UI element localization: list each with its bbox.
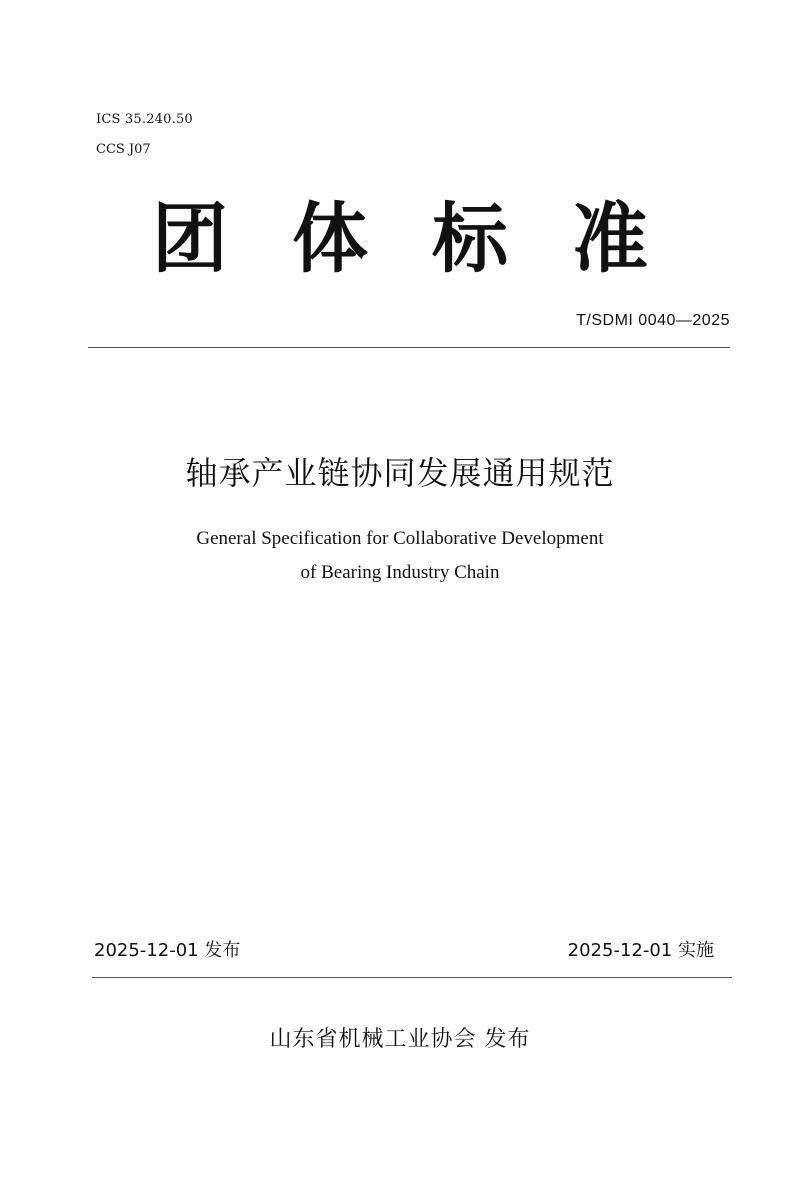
ccs-code: CCS J07: [96, 142, 151, 157]
english-title-line-1: General Specification for Collaborative Development: [196, 528, 604, 549]
ics-code: ICS 35.240.50: [96, 112, 193, 127]
english-title: [0, 522, 800, 590]
bottom-divider: [92, 977, 732, 978]
issue-date: 2025-12-01 发布: [94, 940, 241, 961]
top-divider: [88, 347, 730, 348]
english-title-line-2: of Bearing Industry Chain: [300, 562, 500, 583]
standard-number: T/SDMI 0040—2025: [576, 312, 730, 329]
implementation-date: 2025-12-01 实施: [567, 940, 714, 961]
chinese-title: 轴承产业链协同发展通用规范: [185, 454, 615, 492]
document-type-heading: 团体标准: [152, 194, 712, 283]
publisher: 山东省机械工业协会 发布: [269, 1027, 531, 1052]
